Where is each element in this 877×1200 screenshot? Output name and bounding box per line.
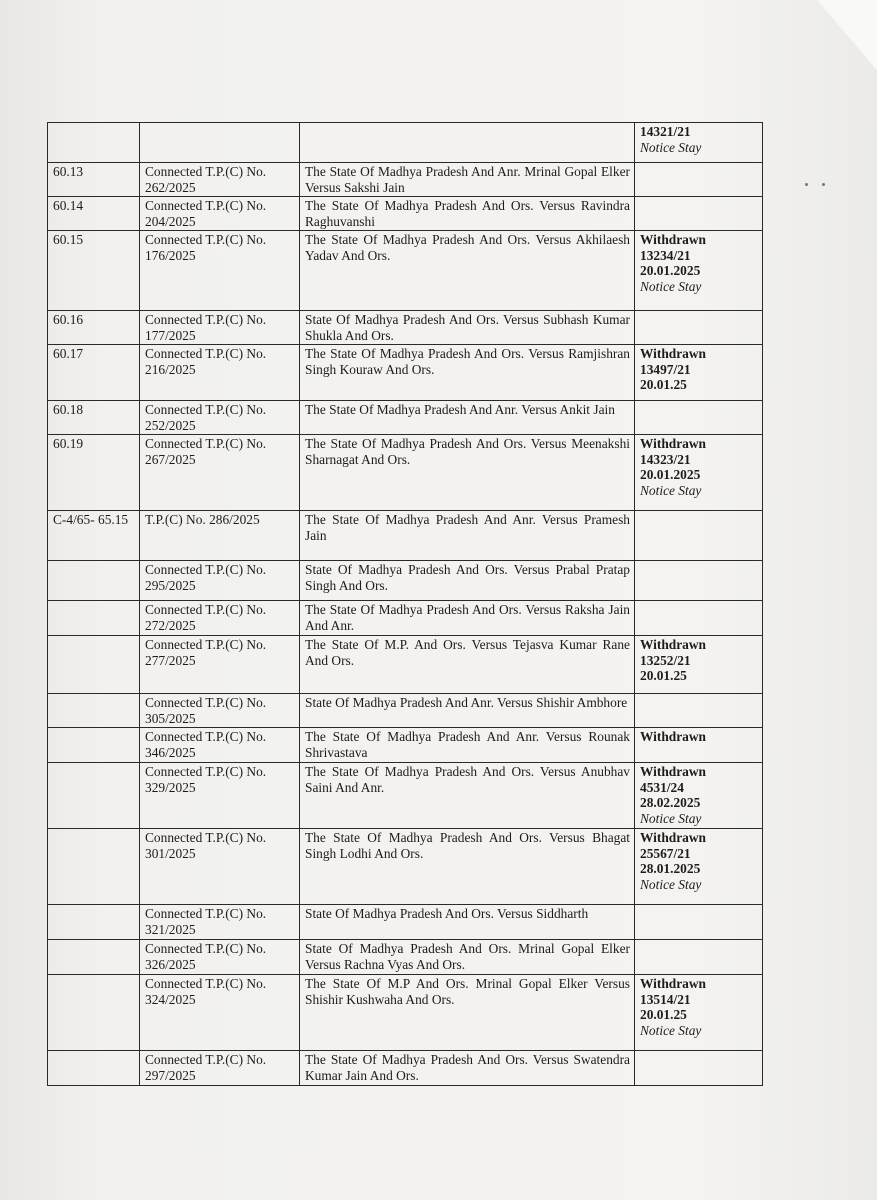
table-row [48,231,763,311]
remark-line: Withdrawn [640,436,706,451]
parties-cell: State Of Madhya Pradesh And Ors. Versus Prabal Pratap Singh And Ors. [300,561,635,601]
parties-cell: The State Of Madhya Pradesh And Anr. Versus Ankit Jain [300,401,635,435]
serial-number-cell: 60.19 [48,435,140,511]
table-row [48,163,763,197]
notice-stay-note: Notice Stay [640,482,702,498]
notice-stay-note: Notice Stay [640,278,702,294]
remarks-cell [635,435,763,511]
parties-cell: The State Of Madhya Pradesh And Anr. Versus Rounak Shrivastava [300,728,635,763]
serial-number-cell: 60.15 [48,231,140,311]
parties-cell: The State Of M.P And Ors. Mrinal Gopal Elker Versus Shishir Kushwaha And Ors. [300,975,635,1051]
case-number-cell: Connected T.P.(C) No. 324/2025 [140,975,300,1051]
remarks-cell [635,401,763,435]
case-number-cell: Connected T.P.(C) No. 297/2025 [140,1051,300,1086]
serial-number-cell [48,694,140,728]
notice-stay-note: Notice Stay [640,876,702,892]
speck [805,183,808,186]
remark-line: 20.01.2025 [640,263,701,278]
serial-number-cell [48,561,140,601]
table-row [48,561,763,601]
page-corner-fold [817,0,877,70]
remark-line: 28.02.2025 [640,795,701,810]
case-number-cell: Connected T.P.(C) No. 326/2025 [140,940,300,975]
table-row [48,636,763,694]
remarks-cell [635,940,763,975]
remark-line: Withdrawn [640,729,706,744]
serial-number-cell: 60.17 [48,345,140,401]
notice-stay-note: Notice Stay [640,139,702,155]
remarks-cell [635,197,763,231]
case-number-cell: Connected T.P.(C) No. 346/2025 [140,728,300,763]
serial-number-cell [48,975,140,1051]
table-row [48,345,763,401]
parties-cell: The State Of M.P. And Ors. Versus Tejasva Kumar Rane And Ors. [300,636,635,694]
serial-number-cell [48,123,140,163]
serial-number-cell [48,1051,140,1086]
serial-number-cell [48,636,140,694]
remark-line: 14321/21 [640,124,691,139]
remarks-cell [635,636,763,694]
parties-cell: The State Of Madhya Pradesh And Ors. Versus Raksha Jain And Anr. [300,601,635,636]
table-row [48,905,763,940]
remark-line: 13252/21 [640,652,691,668]
table-row [48,975,763,1051]
case-number-cell: Connected T.P.(C) No. 301/2025 [140,829,300,905]
remark-line: Withdrawn [640,637,706,652]
parties-cell: State Of Madhya Pradesh And Anr. Versus Shishir Ambhore [300,694,635,728]
parties-cell: The State Of Madhya Pradesh And Ors. Versus Ravindra Raghuvanshi [300,197,635,231]
serial-number-cell [48,763,140,829]
remarks-cell [635,763,763,829]
table-row [48,401,763,435]
remark-line: 28.01.2025 [640,861,701,876]
parties-cell: State Of Madhya Pradesh And Ors. Mrinal Gopal Elker Versus Rachna Vyas And Ors. [300,940,635,975]
table-row [48,829,763,905]
remarks-cell [635,905,763,940]
remark-line: 25567/21 [640,845,691,861]
serial-number-cell: 60.13 [48,163,140,197]
serial-number-cell [48,905,140,940]
remarks-cell [635,231,763,311]
case-number-cell: Connected T.P.(C) No. 252/2025 [140,401,300,435]
remarks-cell [635,694,763,728]
table-row [48,511,763,561]
remark-line: Withdrawn [640,976,706,991]
parties-cell: The State Of Madhya Pradesh And Ors. Versus Anubhav Saini And Anr. [300,763,635,829]
case-number-cell: Connected T.P.(C) No. 267/2025 [140,435,300,511]
remarks-cell [635,123,763,163]
remarks-cell [635,561,763,601]
remarks-cell [635,601,763,636]
table-row [48,694,763,728]
remarks-cell [635,829,763,905]
case-number-cell: Connected T.P.(C) No. 305/2025 [140,694,300,728]
notice-stay-note: Notice Stay [640,1022,702,1038]
table-row [48,763,763,829]
parties-cell: The State Of Madhya Pradesh And Ors. Versus Meenakshi Sharnagat And Ors. [300,435,635,511]
case-number-cell: T.P.(C) No. 286/2025 [140,511,300,561]
table-row [48,123,763,163]
serial-number-cell [48,829,140,905]
remark-line: 20.01.25 [640,668,687,683]
serial-number-cell [48,728,140,763]
remark-line: Withdrawn [640,232,706,247]
table-row [48,728,763,763]
serial-number-cell: 60.16 [48,311,140,345]
table-row [48,601,763,636]
case-number-cell: Connected T.P.(C) No. 277/2025 [140,636,300,694]
parties-cell: The State Of Madhya Pradesh And Anr. Mrinal Gopal Elker Versus Sakshi Jain [300,163,635,197]
remark-line: Withdrawn [640,764,706,779]
remark-line: Withdrawn [640,830,706,845]
remarks-cell [635,311,763,345]
remarks-cell [635,1051,763,1086]
serial-number-cell: 60.18 [48,401,140,435]
case-number-cell: Connected T.P.(C) No. 176/2025 [140,231,300,311]
remark-line: 13497/21 [640,361,691,377]
table-row [48,1051,763,1086]
remarks-cell [635,975,763,1051]
case-number-cell: Connected T.P.(C) No. 177/2025 [140,311,300,345]
table-row [48,940,763,975]
remark-line: 13234/21 [640,247,691,263]
case-number-cell: Connected T.P.(C) No. 204/2025 [140,197,300,231]
cases-table [47,122,763,1086]
remarks-cell [635,728,763,763]
serial-number-cell [48,940,140,975]
parties-cell: State Of Madhya Pradesh And Ors. Versus Siddharth [300,905,635,940]
remark-line: 20.01.25 [640,377,687,392]
notice-stay-note: Notice Stay [640,810,702,826]
serial-number-cell: C-4/65- 65.15 [48,511,140,561]
case-number-cell [140,123,300,163]
case-number-cell: Connected T.P.(C) No. 295/2025 [140,561,300,601]
parties-cell [300,123,635,163]
parties-cell: The State Of Madhya Pradesh And Ors. Versus Akhilaesh Yadav And Ors. [300,231,635,311]
remark-line: 14323/21 [640,451,691,467]
remarks-cell [635,511,763,561]
table-row [48,197,763,231]
case-number-cell: Connected T.P.(C) No. 262/2025 [140,163,300,197]
speck [822,183,825,186]
serial-number-cell: 60.14 [48,197,140,231]
parties-cell: The State Of Madhya Pradesh And Ors. Versus Ramjishran Singh Kouraw And Ors. [300,345,635,401]
case-number-cell: Connected T.P.(C) No. 321/2025 [140,905,300,940]
remark-line: 13514/21 [640,991,691,1007]
parties-cell: The State Of Madhya Pradesh And Ors. Versus Bhagat Singh Lodhi And Ors. [300,829,635,905]
remark-line: 4531/24 [640,779,684,795]
serial-number-cell [48,601,140,636]
table-row [48,435,763,511]
cases-table-body [48,123,763,1086]
remarks-cell [635,163,763,197]
parties-cell: State Of Madhya Pradesh And Ors. Versus Subhash Kumar Shukla And Ors. [300,311,635,345]
case-number-cell: Connected T.P.(C) No. 272/2025 [140,601,300,636]
remarks-cell [635,345,763,401]
remark-line: 20.01.2025 [640,467,701,482]
case-number-cell: Connected T.P.(C) No. 329/2025 [140,763,300,829]
table-row [48,311,763,345]
parties-cell: The State Of Madhya Pradesh And Ors. Versus Swatendra Kumar Jain And Ors. [300,1051,635,1086]
remark-line: 20.01.25 [640,1007,687,1022]
remark-line: Withdrawn [640,346,706,361]
case-number-cell: Connected T.P.(C) No. 216/2025 [140,345,300,401]
parties-cell: The State Of Madhya Pradesh And Anr. Versus Pramesh Jain [300,511,635,561]
